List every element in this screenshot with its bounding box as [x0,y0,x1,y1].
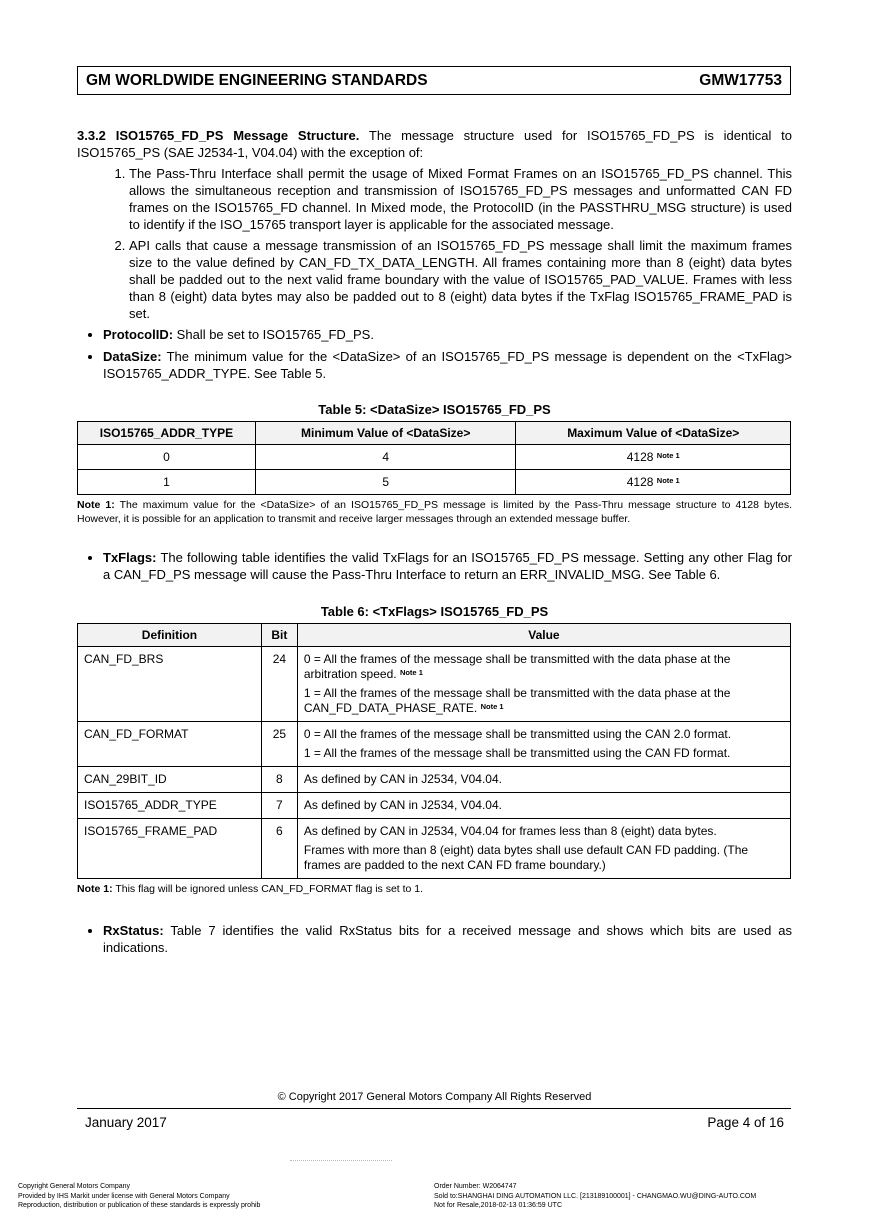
note-text: The maximum value for the <DataSize> of an ISO15765_FD_PS message is limited by the Pass-Thru message structure to 4128 bytes. However, it is possible for an application to transmit and receive larger messages through an extended message buffer. [77,499,792,525]
value-line: As defined by CAN in J2534, V04.04. [303,798,502,812]
bullet-text: The following table identifies the valid TxFlags for an ISO15765_FD_PS message. Setting any other Flag for a CAN_FD_PS message will cause the Pass-Thru Interface to return an ERR_INVALID_MSG. See Table 6. [103,550,792,582]
value-line: 0 = All the frames of the message shall be transmitted using the CAN 2.0 format. [303,727,732,741]
table-cell: CAN_29BIT_ID [78,767,262,793]
value-line: Frames with more than 8 (eight) data bytes shall use default CAN FD padding. (The frames are padded to the next CAN FD frame boundary.) [303,843,749,872]
footer-divider [77,1108,791,1109]
numbered-item: 1. The Pass-Thru Interface shall permit the usage of Mixed Format Frames on an ISO15765_FD_PS channel. This allows the simultaneous reception and transmission of ISO15765_FD_PS messages and unformatted CAN FD frames on the ISO15765_FD channel. In Mixed mode, the ProtocolID (in the PASSTHRU_MSG structure) is used to identify if the ISO_15765 transport layer is applicable for the associated message. [129,165,792,233]
note-ref: Note 1 [480,702,504,711]
table-cell [516,445,791,470]
note-text: This flag will be ignored unless CAN_FD_FORMAT flag is set to 1. [112,883,424,895]
value-line [304,652,784,682]
max-value: 4128 [626,474,654,489]
bullet-label: RxStatus: [103,923,164,938]
table-header-cell: Maximum Value of <DataSize> [516,422,791,445]
value-line: As defined by CAN in J2534, V04.04 for frames less than 8 (eight) data bytes. [303,824,717,838]
section-intro-text: The message structure used for ISO15765_FD_PS is identical to ISO15765_PS (SAE J2534-1, V04.04) with the exception of: [77,128,792,160]
note-label: Note 1: [77,883,113,895]
table-row [78,767,791,793]
table-cell: 6 [261,819,297,879]
bullet-text: Table 7 identifies the valid RxStatus bits for a received message and shows which bits are used as indications. [103,923,792,955]
bullet-label: ProtocolID: [103,327,174,342]
max-value: 4128 [626,449,654,464]
bullet-item-txflags [103,549,792,583]
header-title: GM WORLDWIDE ENGINEERING STANDARDS [86,71,428,89]
note-ref: Note 1 [399,668,423,677]
value-line [304,686,784,716]
bullet-list-rxstatus [77,922,792,956]
value-line: 1 = All the frames of the message shall be transmitted using the CAN FD format. [303,746,731,760]
table-header-cell: ISO15765_ADDR_TYPE [78,422,256,445]
bullet-label: TxFlags: [103,550,157,565]
value-text: 0 = All the frames of the message shall be transmitted with the data phase at the arbitration speed. [303,652,731,681]
table5 [77,421,791,495]
license-line: Reproduction, distribution or publication of these standards is expressly prohib [18,1202,261,1209]
table-cell [297,722,790,767]
table-header-cell: Value [297,624,790,647]
bullet-item-rxstatus [103,922,792,956]
table5-title: Table 5: <DataSize> ISO15765_FD_PS [318,402,551,417]
copyright-notice: © Copyright 2017 General Motors Company All Rights Reserved [277,1091,592,1103]
license-line: Copyright General Motors Company [18,1183,131,1190]
table-header-row [78,624,791,647]
page-header [77,66,791,95]
bullet-list-txflags [77,549,792,583]
table-cell: CAN_FD_BRS [78,647,262,722]
license-line: Sold to:SHANGHAI DING AUTOMATION LLC. [213189100001] - CHANGMAO.WU@DING-AUTO.COM [434,1192,757,1200]
bullet-text: Shall be set to ISO15765_FD_PS. [173,327,374,342]
table-cell [297,647,790,722]
bullet-text: The minimum value for the <DataSize> of an ISO15765_FD_PS message is dependent on the <TxFlag> ISO15765_ADDR_TYPE. See Table 5. [103,349,792,381]
table-cell: ISO15765_FRAME_PAD [78,819,262,879]
section-heading: 3.3.2 ISO15765_FD_PS Message Structure. [77,128,360,143]
value-text: 1 = All the frames of the message shall be transmitted with the data phase at the CAN_FD_DATA_PHASE_RATE. [303,686,731,715]
page-content [77,127,792,961]
license-line: Not for Resale,2018-02-13 01:36:59 UTC [434,1202,563,1209]
table-header-cell: Definition [78,624,262,647]
bullet-label: DataSize: [103,349,162,364]
table-cell: 8 [261,767,297,793]
table-cell [516,470,791,495]
bullet-list [77,326,792,382]
bullet-item-datasize [103,348,792,382]
table-row [78,722,791,767]
footer-date: January 2017 [85,1115,167,1130]
section-intro [77,127,792,161]
faint-artifact [290,1160,392,1165]
table5-note [77,498,792,526]
table-cell [297,819,790,879]
table-cell: 24 [261,647,297,722]
table-header-cell: Bit [261,624,297,647]
note-ref: Note 1 [656,475,680,485]
table-cell: 25 [261,722,297,767]
license-notice-right [434,1182,756,1211]
table-cell: 7 [261,793,297,819]
note-ref: Note 1 [656,450,680,460]
table-row [78,819,791,879]
table-header-row [78,422,791,445]
table-cell: 0 [78,445,256,470]
table-cell: 5 [255,470,516,495]
table-row [78,445,791,470]
table6-title: Table 6: <TxFlags> ISO15765_FD_PS [320,604,549,619]
table-cell: ISO15765_ADDR_TYPE [78,793,262,819]
table-cell: CAN_FD_FORMAT [78,722,262,767]
numbered-list [77,165,792,322]
header-doc-number: GMW17753 [699,71,782,89]
table-cell: 4 [255,445,516,470]
note-label: Note 1: [77,499,115,511]
table-cell [297,793,790,819]
value-line: As defined by CAN in J2534, V04.04. [303,772,502,786]
table-row [78,647,791,722]
footer-page-number: Page 4 of 16 [707,1115,784,1130]
table-cell: 1 [78,470,256,495]
license-notice-left [18,1182,260,1211]
table6 [77,623,791,879]
license-line: Order Number: W2064747 [434,1183,517,1190]
table-header-cell: Minimum Value of <DataSize> [255,422,516,445]
numbered-item: 2. API calls that cause a message transmission of an ISO15765_FD_PS message shall limit the maximum frames size to the value defined by CAN_FD_TX_DATA_LENGTH. All frames containing more than 8 (eight) data bytes shall be padded out to the next valid frame boundary with the value of ISO15765_PAD_VALUE. Frames with less than 8 (eight) data bytes may also be padded out to 8 (eight) data bytes if the TxFlag ISO15765_FRAME_PAD is set. [129,237,792,322]
table-row [78,793,791,819]
table-row [78,470,791,495]
bullet-item-protocolid [103,326,792,343]
table6-note [77,882,792,896]
table-cell [297,767,790,793]
license-line: Provided by IHS Markit under license with General Motors Company [18,1192,230,1200]
